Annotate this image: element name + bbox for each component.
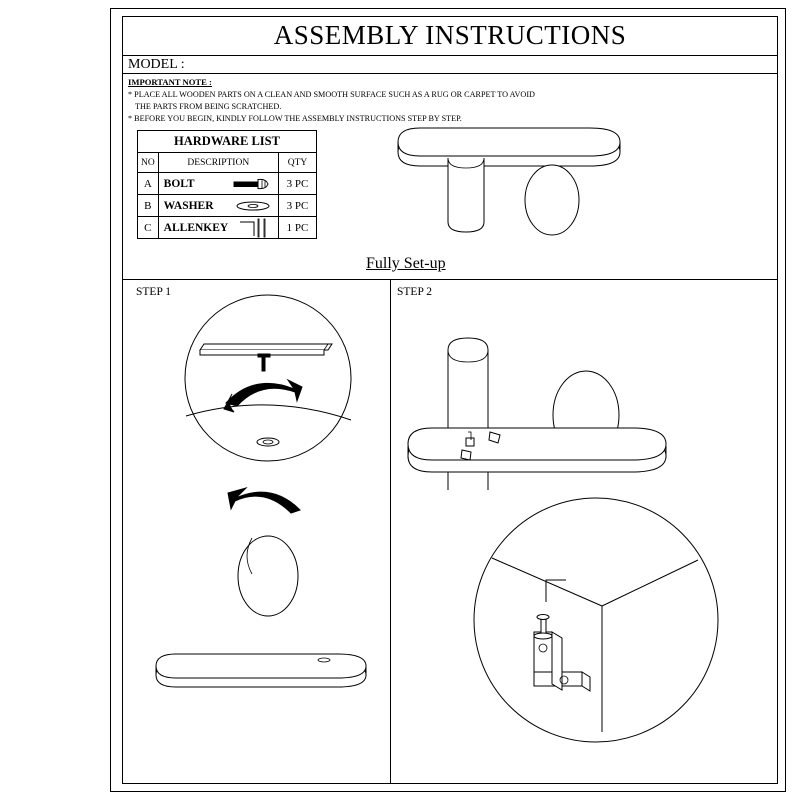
- hardware-desc-washer: [158, 195, 278, 217]
- table-row: [138, 195, 317, 217]
- model-bar: [122, 56, 778, 74]
- hardware-desc-bolt-text: BOLT: [163, 177, 195, 190]
- hardware-desc-allenkey: [158, 217, 278, 239]
- table-row: [138, 217, 317, 239]
- column-header-no: NO: [138, 153, 159, 173]
- title-bar: [122, 16, 778, 56]
- hardware-desc-allenkey-text: ALLENKEY: [163, 221, 229, 234]
- hardware-list-table: [137, 130, 317, 239]
- hardware-no-a: A: [138, 173, 159, 195]
- hardware-qty-c: 1 PC: [278, 217, 316, 239]
- step-column-divider: [390, 279, 391, 784]
- important-note-line-2: THE PARTS FROM BEING SCRATCHED.: [135, 102, 282, 112]
- hardware-desc-washer-text: WASHER: [163, 199, 214, 212]
- hardware-list-title: HARDWARE LIST: [138, 131, 317, 153]
- important-note-line-1: * PLACE ALL WOODEN PARTS ON A CLEAN AND SMOOTH SURFACE SUCH AS A RUG OR CARPET TO AVOID: [128, 90, 535, 100]
- column-header-description: DESCRIPTION: [158, 153, 278, 173]
- page-title: ASSEMBLY INSTRUCTIONS: [273, 20, 627, 50]
- hardware-qty-b: 3 PC: [278, 195, 316, 217]
- step-1-label: STEP 1: [136, 286, 172, 298]
- important-note: [128, 76, 558, 125]
- important-note-heading: IMPORTANT NOTE :: [128, 77, 212, 87]
- hardware-no-c: C: [138, 217, 159, 239]
- model-label: MODEL :: [128, 56, 185, 72]
- column-header-qty: QTY: [278, 153, 316, 173]
- hardware-desc-bolt: [158, 173, 278, 195]
- important-note-line-3: * BEFORE YOU BEGIN, KINDLY FOLLOW THE ASSEMBLY INSTRUCTIONS STEP BY STEP.: [128, 114, 462, 124]
- bolt-icon: [232, 177, 274, 191]
- allenkey-icon: [234, 218, 274, 238]
- table-row: [138, 173, 317, 195]
- step-2-label: STEP 2: [397, 286, 433, 298]
- washer-icon: [232, 199, 274, 213]
- fully-setup-label: Fully Set-up: [366, 255, 446, 272]
- section-divider: [122, 279, 778, 280]
- hardware-no-b: B: [138, 195, 159, 217]
- hardware-qty-a: 3 PC: [278, 173, 316, 195]
